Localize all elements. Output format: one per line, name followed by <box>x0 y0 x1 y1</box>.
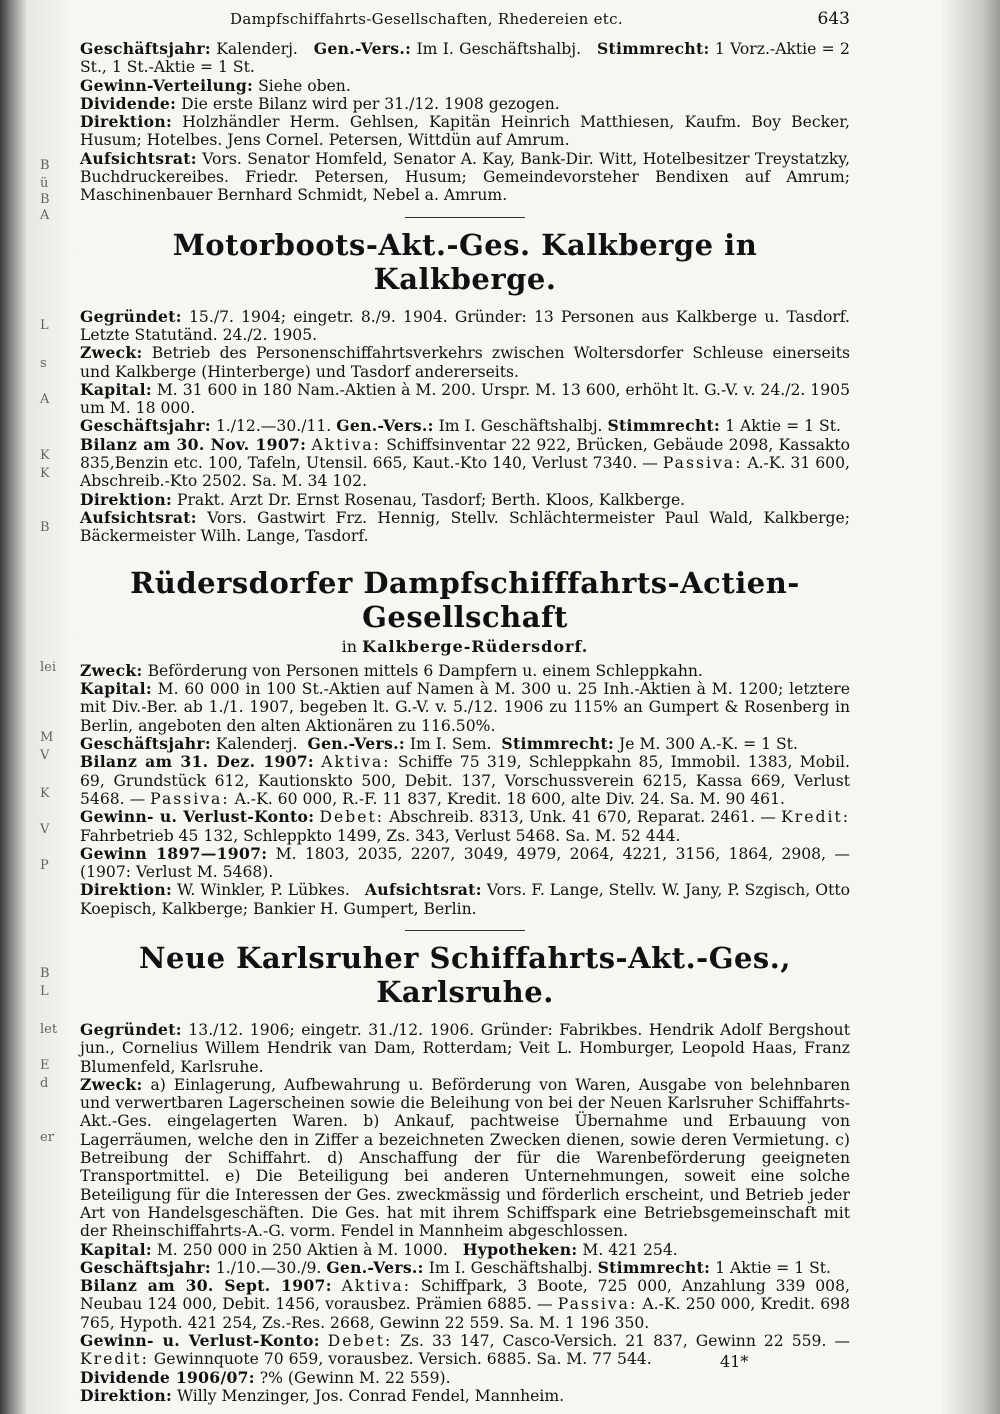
field-label: Geschäftsjahr: <box>80 734 211 754</box>
field-label: Gen.-Vers.: <box>313 39 412 58</box>
field-label: Geschäftsjahr: <box>80 1257 211 1277</box>
gutter-fragment: d <box>40 1076 49 1091</box>
field-text: M. 250 000 in 250 Aktien à M. 1000. <box>156 1240 448 1259</box>
field-text: Im I. Geschäftshalbj. <box>438 417 603 436</box>
entry-paragraph <box>80 40 850 77</box>
field-text: Prakt. Arzt Dr. Ernst Rosenau, Tasdorf; Berth. Kloos, Kalkberge. <box>176 490 686 509</box>
field-label: Zweck: <box>80 1074 143 1094</box>
field-text: Schiffe 75 319, Schleppkahn 85, Immobil. 1383, Mobil. 69, Grundstück 612, Kautionskto 500, Debit. 137, Vorschussverein 6215, Kassa 669, Verlust 5468. — <box>80 753 851 808</box>
kredit-label: Kredit: <box>80 1350 149 1369</box>
field-label: Stimmrecht: <box>501 734 615 754</box>
field-text: M. 421 254. <box>582 1240 678 1259</box>
page-number: 643 <box>817 9 850 29</box>
field-text: A.-K. 31 600, Abschreib.-Kto 2502. Sa. M. 34 102. <box>80 454 850 491</box>
field-text: 1./12.—30./11. <box>215 417 332 436</box>
running-head <box>80 6 850 32</box>
field-text: ?% (Gewinn M. 22 559). <box>259 1368 451 1387</box>
entry-paragraph <box>80 113 850 150</box>
field-label: Gewinn- u. Verlust-Konto: <box>80 807 315 827</box>
aktiva-label: Aktiva: <box>321 753 391 772</box>
company-subheading <box>80 638 850 656</box>
field-label: Bilanz am 30. Sept. 1907: <box>80 1276 332 1296</box>
field-text: Die erste Bilanz wird per 31./12. 1908 gezogen. <box>181 94 560 113</box>
entry-paragraph <box>80 662 850 680</box>
field-text: Kalenderj. <box>216 40 298 58</box>
field-label: Gen.-Vers.: <box>326 1257 424 1277</box>
gutter-fragment: V <box>40 748 50 763</box>
entry-paragraph <box>80 1387 850 1405</box>
field-label: Direktion: <box>80 1385 173 1405</box>
field-text: 15./7. 1904; eingetr. 8./9. 1904. Gründer: 13 Personen aus Kalkberge u. Tasdorf. Letzte Statutänd. 24./2. 1905. <box>80 307 850 344</box>
field-text: W. Winkler, P. Lübkes. <box>177 881 350 900</box>
field-label: Direktion: <box>80 880 173 900</box>
running-title: Dampfschiffahrts-Gesellschaften, Rhedereien etc. <box>230 10 623 28</box>
subheading-prefix: in <box>341 636 358 656</box>
field-label: Stimmrecht: <box>596 39 710 58</box>
entry-paragraph <box>80 491 850 509</box>
passiva-label: Passiva: <box>662 454 743 473</box>
field-label: Hypotheken: <box>462 1239 578 1259</box>
passiva-label: Passiva: <box>150 789 230 808</box>
field-text: Schiffsinventar 22 922, Brücken, Gebäude 2098, Kassakto 835,Benzin etc. 100, Tafeln, Utensil. 665, Kaut.-Kto 140, Verlust 7340. — <box>80 435 850 473</box>
field-label: Gewinn-Verteilung: <box>80 75 254 95</box>
entry-paragraph <box>80 680 850 735</box>
gutter-fragment: K <box>40 466 50 481</box>
entry-paragraph <box>80 436 850 491</box>
section-motorboots <box>80 228 850 546</box>
field-label: Direktion: <box>80 112 173 132</box>
kredit-label: Kredit: <box>781 808 850 827</box>
company-heading: Rüdersdorfer Dampfschifffahrts-Actien-Gesellschaft <box>130 565 800 634</box>
field-label: Gewinn 1897—1907: <box>80 843 268 863</box>
entry-paragraph <box>80 1369 850 1387</box>
entry-paragraph <box>80 1277 850 1332</box>
company-heading: Neue Karlsruher Schiffahrts-Akt.-Ges., Karlsruhe. <box>139 940 791 1009</box>
entry-paragraph <box>80 344 850 381</box>
gutter-fragment: ü <box>40 176 49 191</box>
field-text: M. 31 600 in 180 Nam.-Aktien à M. 200. Urspr. M. 13 600, erhöht lt. G.-V. v. 24./2. 1905 um M. 18 000. <box>80 380 850 418</box>
field-text: Kalenderj. <box>215 735 298 754</box>
field-text: 1 Vorz.-Aktie = 2 St., 1 St.-Aktie = 1 St. <box>80 40 850 77</box>
field-text: Siehe oben. <box>258 76 351 95</box>
gutter-fragment: V <box>40 822 50 837</box>
field-text: Gewinnquote 70 659, vorausbez. Versich. 6885. Sa. M. 77 544. <box>153 1350 652 1369</box>
entry-paragraph <box>80 417 850 435</box>
entry-paragraph <box>80 1076 850 1241</box>
field-text: 1 Aktie = 1 St. <box>715 1258 831 1277</box>
field-text: Vors. Gastwirt Frz. Hennig, Stellv. Schlächtermeister Paul Wald, Kalkberge; Bäckermeister Wilh. Lange, Tasdorf. <box>80 508 850 546</box>
field-label: Stimmrecht: <box>607 416 721 436</box>
field-label: Geschäftsjahr: <box>80 416 211 436</box>
entry-paragraph <box>80 509 850 546</box>
gutter-fragment: B <box>40 966 50 981</box>
field-text: 1 Aktie = 1 St. <box>725 417 841 436</box>
field-label: Kapital: <box>80 679 152 699</box>
gutter-fragment: L <box>40 318 49 333</box>
field-text: A.-K. 250 000, Kredit. 698 765, Hypoth. 421 254, Zs.-Res. 2668, Gewinn 22 559. Sa. M. 1 196 350. <box>80 1295 850 1332</box>
field-text: Schiffpark, 3 Boote, 725 000, Anzahlung 339 008, Neubau 124 000, Debit. 1456, vorausbez. Prämien 6885. — <box>80 1277 850 1314</box>
gutter-fragment: B <box>40 192 50 207</box>
book-spine-shadow <box>0 0 26 1414</box>
gutter-fragment: er <box>40 1130 54 1145</box>
field-text: Betrieb des Personenschiffahrtsverkehrs zwischen Woltersdorfer Schleuse einerseits und Kalkberge (Hinterberge) und Tasdorf andererseits. <box>80 344 850 381</box>
field-label: Stimmrecht: <box>597 1257 711 1277</box>
field-label: Gen.-Vers.: <box>336 416 434 436</box>
field-label: Zweck: <box>80 343 143 363</box>
field-label: Kapital: <box>80 379 152 399</box>
gutter-fragment: M <box>40 730 54 745</box>
section-divider <box>405 217 525 218</box>
field-text: Willy Menzinger, Jos. Conrad Fendel, Mannheim. <box>176 1386 565 1405</box>
gutter-fragment: B <box>40 158 50 173</box>
entry-paragraph <box>80 753 850 808</box>
field-text: Je M. 300 A.-K. = 1 St. <box>619 735 798 754</box>
entry-paragraph <box>80 150 850 205</box>
gutter-fragment: A <box>40 392 50 407</box>
field-label: Gegründet: <box>80 306 182 326</box>
debet-label: Debet: <box>327 1332 393 1351</box>
gutter-fragment: A <box>40 208 50 223</box>
section-divider <box>405 930 525 931</box>
field-text: Abschreib. 8313, Unk. 41 670, Reparat. 2461. — <box>389 808 776 827</box>
field-label: Kapital: <box>80 1239 152 1259</box>
field-text: Holzhändler Herm. Gehlsen, Kapitän Heinrich Matthiesen, Kaufm. Boy Becker, Husum; Hotelbes. Jens Cornel. Petersen, Wittdün auf Amrum. <box>80 113 850 150</box>
entry-paragraph <box>80 1241 850 1259</box>
field-label: Aufsichtsrat: <box>80 507 197 527</box>
entry-paragraph <box>80 845 850 882</box>
gutter-strip <box>26 0 74 1414</box>
passiva-label: Passiva: <box>557 1295 638 1314</box>
subheading-place: Kalkberge-Rüdersdorf. <box>362 636 589 656</box>
gutter-fragment: L <box>40 984 49 999</box>
entry-paragraph <box>80 95 850 113</box>
field-label: Gewinn- u. Verlust-Konto: <box>80 1331 320 1351</box>
field-label: Gegründet: <box>80 1019 182 1039</box>
field-label: Aufsichtsrat: <box>364 880 482 900</box>
field-text: Im I. Sem. <box>409 735 492 754</box>
entry-paragraph <box>80 77 850 95</box>
field-text: Beförderung von Personen mittels 6 Dampfern u. einem Schleppkahn. <box>147 661 703 680</box>
company-heading: Motorboots-Akt.-Ges. Kalkberge in Kalkberge. <box>172 227 758 296</box>
field-label: Aufsichtsrat: <box>80 148 197 168</box>
entry-paragraph <box>80 1021 850 1076</box>
field-label: Gen.-Vers.: <box>307 734 405 754</box>
gutter-fragment: let <box>40 1022 58 1037</box>
gutter-fragment: s <box>40 356 47 371</box>
section-ruedersdorfer <box>80 566 850 918</box>
field-label: Dividende: <box>80 93 177 113</box>
field-text: Im I. Geschäftshalbj. <box>428 1258 593 1277</box>
gutter-fragment: B <box>40 520 50 535</box>
entry-paragraph <box>80 308 850 345</box>
entry-paragraph <box>80 1259 850 1277</box>
signature-mark: 41* <box>720 1352 749 1371</box>
field-text: A.-K. 60 000, R.-F. 11 837, Kredit. 18 600, alte Div. 24. Sa. M. 90 461. <box>234 789 785 808</box>
field-text: Zs. 33 147, Casco-Versich. 21 837, Gewinn 22 559. — <box>400 1332 851 1351</box>
field-text: 1./10.—30./9. <box>215 1258 322 1277</box>
field-text: Vors. Senator Homfeld, Senator A. Kay, Bank-Dir. Witt, Hotelbesitzer Treystatzky, Buchdruckereibes. Friedr. Petersen, Husum; Gemeindevorsteher Bendixen auf Amrum; Maschinenbauer Bernhard Schmidt, Nebel a. Amrum. <box>80 149 850 205</box>
section-continuation <box>80 40 850 205</box>
field-text: a) Einlagerung, Aufbewahrung u. Beförderung von Waren, Ausgabe von belehnbaren und verwertbaren Lagerscheinen sowie die Beleihung von bei der Neuen Karlsruher Schiffahrts-Akt.-Ges. eingelagerten Waren. b) Ankauf, pachtweise Übernahme und Erbauung von Lagerräumen, welche den in Ziffer a bezeichneten Zwecken dienen, sowie deren Vermietung. c) Betreibung der Schiffahrt. d) Anschaffung der für die Warenbeförderung geeigneten Transportmittel. e) Die Beteiligung bei anderen Unternehmungen, soweit eine solche Beteiligung für die Interessen der Ges. zweckmässig und förderlich erscheint, und Betrieb jeder Art von Handelsgeschäften. Die Ges. hat mit ihrem Schiffspark eine Betriebsgemeinschaft mit der Rheinschiffahrts-A.-G. vorm. Fendel in Mannheim abgeschlossen. <box>80 1075 850 1241</box>
entry-paragraph <box>80 381 850 418</box>
field-label: Zweck: <box>80 660 143 680</box>
field-text: Fahrbetrieb 45 132, Schleppkto 1499, Zs. 343, Verlust 5468. Sa. M. 52 444. <box>80 826 681 845</box>
field-label: Bilanz am 31. Dez. 1907: <box>80 752 314 772</box>
gutter-fragment: K <box>40 786 50 801</box>
gutter-fragment: P <box>40 858 49 873</box>
field-text: 13./12. 1906; eingetr. 31./12. 1906. Gründer: Fabrikbes. Hendrik Adolf Bergshout jun., Cornelius Willem Hendrik van Dam, Rotterdam; Veit L. Homburger, Leopold Haas, Franz Blumenfeld, Karlsruhe. <box>80 1020 850 1076</box>
field-text: Im I. Geschäftshalbj. <box>416 40 582 58</box>
page-content <box>80 6 850 1405</box>
aktiva-label: Aktiva: <box>341 1277 411 1296</box>
field-label: Dividende 1906/07: <box>80 1367 255 1387</box>
field-label: Bilanz am 30. Nov. 1907: <box>80 434 307 454</box>
entry-paragraph <box>80 808 850 845</box>
field-text: M. 60 000 in 100 St.-Aktien auf Namen à M. 300 u. 25 Inh.-Aktien à M. 1200; letztere mit Div.-Ber. ab 1./1. 1907, begeben lt. G.-V. v. 5./12. 1906 zu 115% an Gumpert & Rosenberg in Berlin, angeboten den alten Aktionären zu 116.50%. <box>80 680 850 735</box>
page-edge-shadow <box>940 0 1000 1414</box>
entry-paragraph <box>80 881 850 918</box>
gutter-fragment: K <box>40 448 50 463</box>
field-text: M. 1803, 2035, 2207, 3049, 4979, 2064, 4221, 3156, 1864, 2908, — (1907: Verlust M. 5468). <box>80 844 850 882</box>
gutter-fragment: lei <box>40 660 57 675</box>
field-text: Vors. F. Lange, Stellv. W. Jany, P. Szgisch, Otto Koepisch, Kalkberge; Bankier H. Gumpert, Berlin. <box>80 881 850 918</box>
gutter-fragment: E <box>40 1058 50 1073</box>
aktiva-label: Aktiva: <box>311 435 381 454</box>
entry-paragraph <box>80 735 850 753</box>
field-label: Geschäftsjahr: <box>80 39 211 58</box>
debet-label: Debet: <box>319 808 384 827</box>
section-neue-karlsruher <box>80 941 850 1405</box>
field-label: Direktion: <box>80 489 173 509</box>
